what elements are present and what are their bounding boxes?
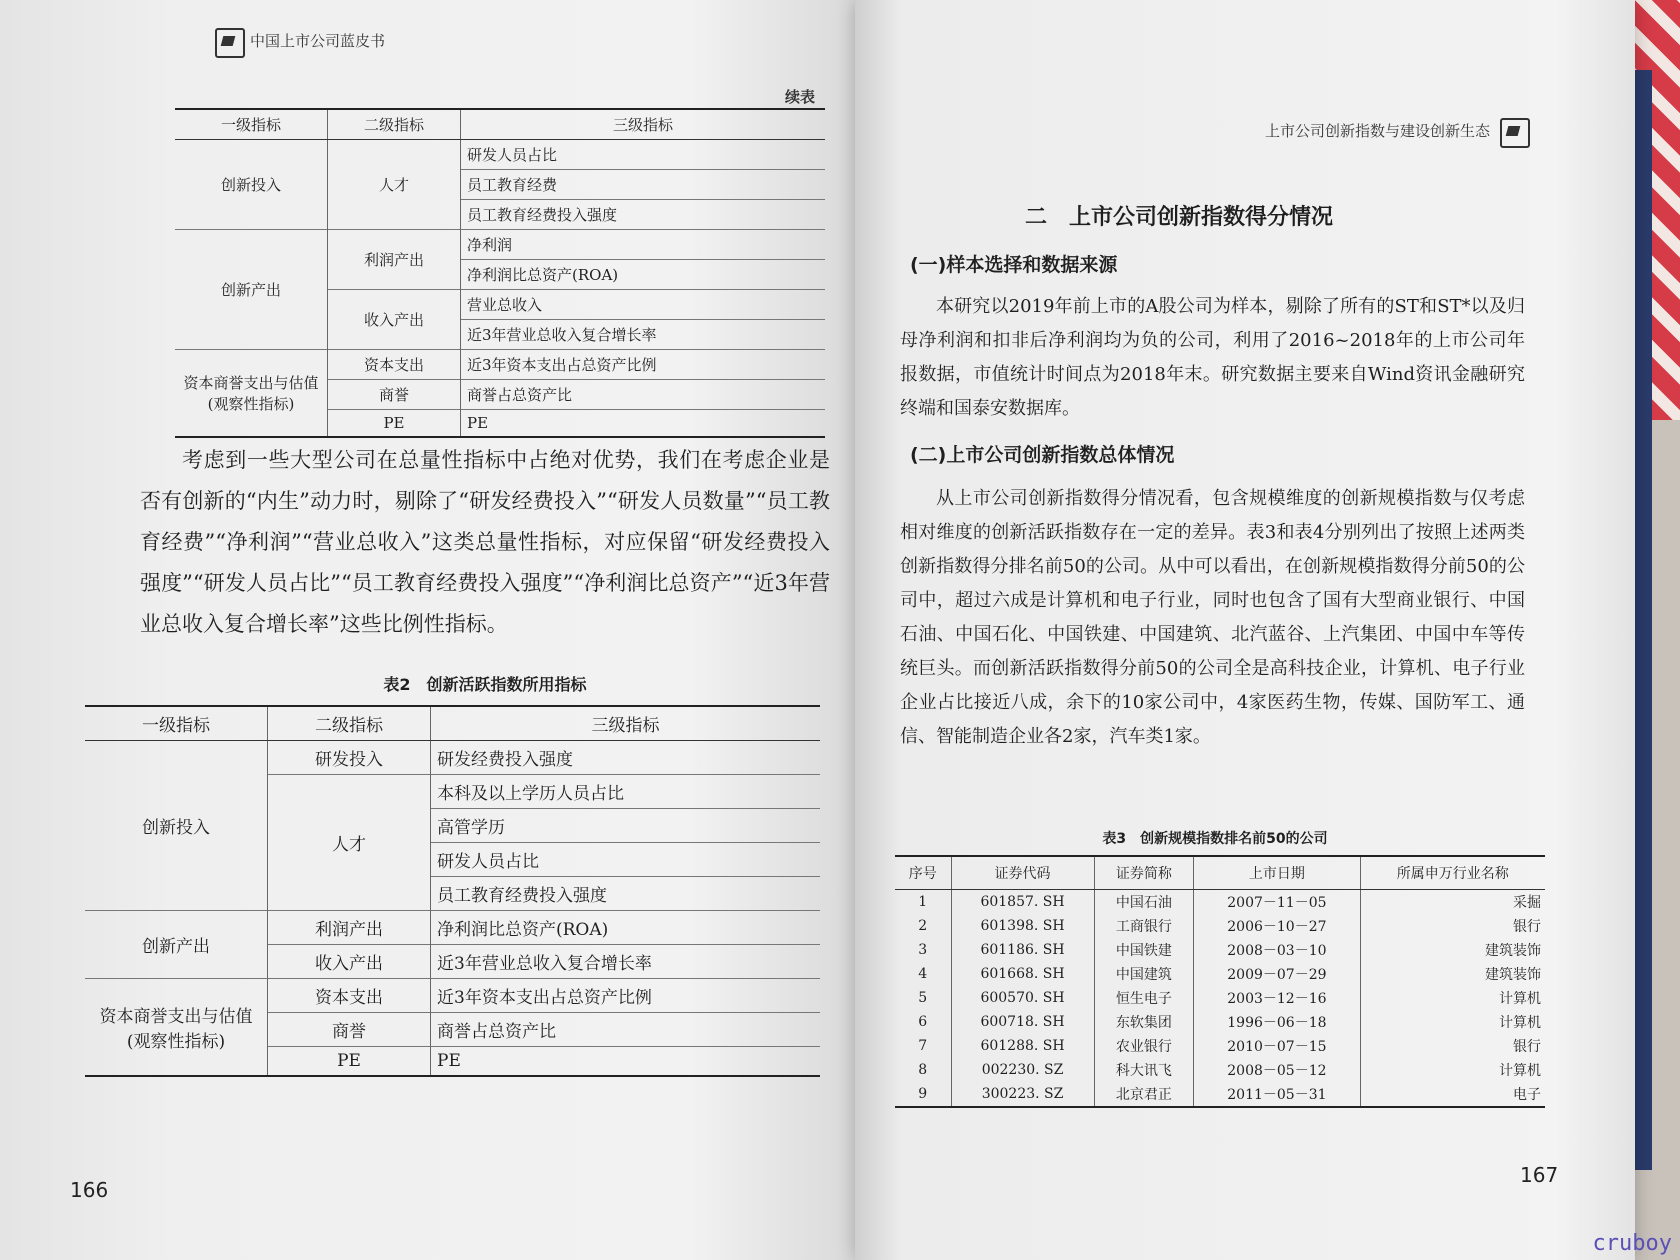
level2-indicator: 商誉: [268, 1013, 431, 1047]
continued-label: 续表: [785, 88, 816, 106]
table-cell: 9: [918, 1086, 928, 1102]
table-cell: 600718. SH: [951, 1010, 1094, 1034]
table-cell: 2006－10－27: [1194, 914, 1360, 938]
table-cell: 601668. SH: [951, 962, 1094, 986]
table-cell: 2007－11－05: [1194, 890, 1360, 915]
level2-indicator: 收入产出: [268, 945, 431, 979]
indicator-table-continued: [175, 108, 825, 438]
level3-indicator: 员工教育经费投入强度: [461, 200, 826, 230]
table-row: [85, 911, 820, 945]
level2-indicator: 研发投入: [268, 741, 431, 775]
table-cell: 中国铁建: [1094, 938, 1194, 962]
level1-indicator: 资本商誉支出与估值 (观察性指标): [85, 979, 268, 1077]
table-row: [895, 1010, 1545, 1034]
level2-indicator: 人才: [328, 140, 461, 230]
level1-indicator: 创新产出: [85, 911, 268, 979]
table-cell: 3: [918, 942, 928, 958]
table-header: 序号: [895, 856, 951, 890]
table-cell: 600570. SH: [951, 986, 1094, 1010]
level2-indicator: PE: [328, 410, 461, 438]
table-cell: 建筑装饰: [1360, 962, 1545, 986]
level2-indicator: 资本支出: [328, 350, 461, 380]
level2-indicator: 利润产出: [328, 230, 461, 290]
table-cell: 农业银行: [1094, 1034, 1194, 1058]
table-header: 二级指标: [328, 109, 461, 140]
level1-indicator: 资本商誉支出与估值 (观察性指标): [175, 350, 328, 438]
level3-indicator: 近3年营业总收入复合增长率: [431, 945, 821, 979]
level3-indicator: 研发人员占比: [467, 146, 558, 164]
running-head-right: 上市公司创新指数与建设创新生态: [1265, 122, 1491, 140]
body-paragraph: 本研究以2019年前上市的A股公司为样本，剔除了所有的ST和ST*以及归母净利润和扣非后净利润均为负的公司，利用了2016~2018年的上市公司年报数据，市值统计时间点为2018年末。研究数据主要来自Wind资讯金融研究终端和国泰安数据库。: [900, 296, 1525, 419]
level3-indicator: PE: [461, 410, 826, 438]
ranking-table-3: [895, 855, 1545, 1108]
level2-indicator: 利润产出: [268, 911, 431, 945]
level3-indicator: 商誉占总资产比: [431, 1013, 821, 1047]
table-cell: 东软集团: [1094, 1010, 1194, 1034]
level1-indicator: 创新投入: [142, 818, 210, 838]
table-row: [895, 914, 1545, 938]
section-title: 二 上市公司创新指数得分情况: [1025, 205, 1334, 230]
table-cell: 7: [918, 1038, 928, 1054]
level3-indicator: 商誉占总资产比: [461, 380, 826, 410]
watermark: cruboy: [1592, 1231, 1672, 1256]
table-cell: 2009－07－29: [1194, 962, 1360, 986]
level2-indicator: 商誉: [328, 380, 461, 410]
table-cell: 银行: [1360, 1034, 1545, 1058]
table-header: 三级指标: [431, 706, 821, 741]
table-row: [85, 979, 820, 1013]
level3-indicator: 研发经费投入强度: [437, 750, 573, 770]
table-cell: 恒生电子: [1094, 986, 1194, 1010]
level3-indicator: PE: [431, 1047, 821, 1077]
level2-indicator: 收入产出: [328, 290, 461, 350]
table-cell: 中国建筑: [1094, 962, 1194, 986]
table-cell: 2003－12－16: [1194, 986, 1360, 1010]
table-cell: 601288. SH: [951, 1034, 1094, 1058]
level3-indicator: 近3年资本支出占总资产比例: [431, 979, 821, 1013]
table-row: [85, 741, 820, 775]
table-cell: 采掘: [1360, 890, 1545, 915]
table-cell: 601186. SH: [951, 938, 1094, 962]
table-header: 一级指标: [85, 706, 268, 741]
table-cell: 002230. SZ: [951, 1058, 1094, 1082]
table-cell: 8: [918, 1062, 928, 1078]
table-cell: 中国石油: [1094, 890, 1194, 915]
table-header: 三级指标: [461, 109, 826, 140]
table-cell: 银行: [1360, 914, 1545, 938]
table-cell: 计算机: [1360, 1058, 1545, 1082]
table-cell: 计算机: [1360, 986, 1545, 1010]
level3-indicator: 净利润: [461, 230, 826, 260]
table-header: 一级指标: [175, 109, 328, 140]
level2-indicator: 资本支出: [268, 979, 431, 1013]
table-row: [175, 140, 825, 170]
right-page: [855, 0, 1635, 1260]
level3-indicator: 本科及以上学历人员占比: [431, 775, 821, 809]
table-cell: 2010－07－15: [1194, 1034, 1360, 1058]
level3-indicator: 员工教育经费投入强度: [431, 877, 821, 911]
level3-indicator: 近3年营业总收入复合增长率: [461, 320, 826, 350]
table-cell: 2: [918, 918, 928, 934]
table-row: [895, 962, 1545, 986]
level3-indicator: 净利润比总资产(ROA): [461, 260, 826, 290]
table-header: 所属申万行业名称: [1360, 856, 1545, 890]
table-cell: 北京君正: [1094, 1082, 1194, 1107]
level3-indicator: 员工教育经费: [461, 170, 826, 200]
table-row: [175, 350, 825, 380]
table-cell: 2008－05－12: [1194, 1058, 1360, 1082]
body-paragraph: 从上市公司创新指数得分情况看，包含规模维度的创新规模指数与仅考虑相对维度的创新活跃指数存在一定的差异。表3和表4分别列出了按照上述两类创新指数得分排名前50的公司。从中可以看出，在创新规模指数得分前50的公司中，超过六成是计算机和电子行业，同时也包含了国有大型商业银行、中国石油、中国石化、中国铁建、中国建筑、北汽蓝谷、上汽集团、中国中车等传统巨头。而创新活跃指数得分前50的公司全是高科技企业，计算机、电子行业企业占比接近八成，余下的10家公司中，4家医药生物，传媒、国防军工、通信、智能制造企业各2家，汽车类1家。: [900, 488, 1525, 747]
table-header: 证券简称: [1094, 856, 1194, 890]
running-head-left: 中国上市公司蓝皮书: [250, 32, 386, 50]
table-cell: 6: [918, 1014, 928, 1030]
page-number-left: 166: [70, 1178, 109, 1202]
table-cell: 1996－06－18: [1194, 1010, 1360, 1034]
level1-indicator: 创新产出: [175, 230, 328, 350]
table-cell: 2011－05－31: [1194, 1082, 1360, 1107]
indicator-table-2: [85, 705, 820, 1077]
table-cell: 601398. SH: [951, 914, 1094, 938]
level1-indicator: 创新投入: [220, 176, 281, 194]
table-row: [895, 986, 1545, 1010]
table-cell: 2008－03－10: [1194, 938, 1360, 962]
table-cell: 601857. SH: [951, 890, 1094, 915]
level2-indicator: 人才: [268, 775, 431, 911]
table-row: [175, 230, 825, 260]
subsection-title: (二)上市公司创新指数总体情况: [910, 444, 1175, 466]
body-paragraph: 考虑到一些大型公司在总量性指标中占绝对优势，我们在考虑企业是否有创新的“内生”动力时，剔除了“研发经费投入”“研发人员数量”“员工教育经费”“净利润”“营业总收入”这类总量性指标，对应保留“研发经费投入强度”“研发人员占比”“员工教育经费投入强度”“净利润比总资产”“近3年营业总收入复合增长率”这些比例性指标。: [140, 448, 830, 636]
table-cell: 计算机: [1360, 1010, 1545, 1034]
table-cell: 工商银行: [1094, 914, 1194, 938]
level3-indicator: 研发人员占比: [431, 843, 821, 877]
table-cell: 1: [918, 894, 928, 910]
page-number-right: 167: [1520, 1163, 1559, 1187]
level3-indicator: 近3年资本支出占总资产比例: [461, 350, 826, 380]
table-row: [895, 1058, 1545, 1082]
table-cell: 电子: [1360, 1082, 1545, 1107]
table-row: [895, 1082, 1545, 1107]
table-caption: 表2 创新活跃指数所用指标: [383, 675, 587, 694]
table-row: [895, 938, 1545, 962]
table-cell: 建筑装饰: [1360, 938, 1545, 962]
level3-indicator: 高管学历: [431, 809, 821, 843]
book-logo-icon: [1500, 118, 1530, 148]
table-cell: 科大讯飞: [1094, 1058, 1194, 1082]
table-header: 二级指标: [268, 706, 431, 741]
table-row: [895, 1034, 1545, 1058]
table-row: [895, 890, 1545, 915]
level3-indicator: 净利润比总资产(ROA): [431, 911, 821, 945]
table-cell: 4: [918, 966, 928, 982]
subsection-title: (一)样本选择和数据来源: [910, 254, 1118, 276]
book-logo-icon: [215, 28, 245, 58]
table-cell: 5: [918, 990, 928, 1006]
level2-indicator: PE: [268, 1047, 431, 1077]
table-cell: 300223. SZ: [951, 1082, 1094, 1107]
book-cover-edge: [1632, 70, 1652, 1170]
level3-indicator: 营业总收入: [461, 290, 826, 320]
table-header: 证券代码: [951, 856, 1094, 890]
table-caption: 表3 创新规模指数排名前50的公司: [1102, 831, 1328, 847]
table-header: 上市日期: [1194, 856, 1360, 890]
